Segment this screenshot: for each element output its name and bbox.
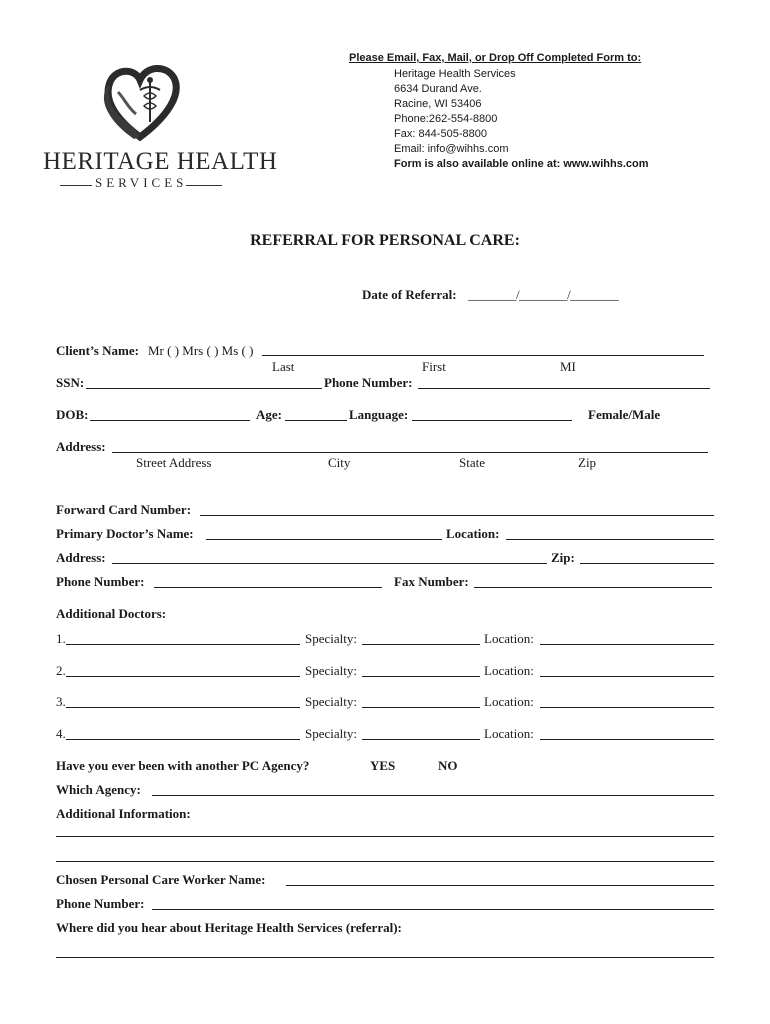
referral-source-field[interactable] [56,957,714,958]
org-subname: SERVICES [95,175,188,190]
specialty-label: Specialty: [305,694,357,709]
dob-label: DOB: [56,407,89,422]
addr-sub-zip: Zip [578,455,597,470]
doctor-name-field[interactable] [66,707,300,708]
language-field[interactable] [412,420,572,421]
location-field[interactable] [540,644,714,645]
primary-location-label: Location: [446,526,500,541]
primary-doctor-label: Primary Doctor’s Name: [56,526,194,541]
org-name-rule-right [186,185,222,186]
gender-option[interactable]: Female/Male [588,407,661,422]
ssn-field[interactable] [86,388,322,389]
ssn-label: SSN: [56,375,85,390]
client-phone-label: Phone Number: [324,375,413,390]
additional-info-line-2[interactable] [56,861,714,862]
doctor-zip-label: Zip: [551,550,575,565]
contact-online: Form is also available online at: www.wihhs.com [394,158,649,170]
doctor-row-number: 3. [56,694,66,709]
client-title-options[interactable]: Mr ( ) Mrs ( ) Ms ( ) [148,343,254,358]
contact-heading: Please Email, Fax, Mail, or Drop Off Completed Form to: [349,52,642,64]
doctor-phone-label: Phone Number: [56,574,145,589]
doctor-phone-field[interactable] [154,587,382,588]
dob-field[interactable] [90,420,250,421]
contact-line-3: Racine, WI 53406 [394,98,482,110]
date-field[interactable]: ________/________/________ [468,287,619,302]
org-name-rule-left [60,185,92,186]
org-name: HERITAGE HEALTH [43,148,278,175]
worker-name-label: Chosen Personal Care Worker Name: [56,872,266,887]
specialty-field[interactable] [362,739,480,740]
addr-sub-state: State [459,455,485,470]
doctor-address-label: Address: [56,550,106,565]
date-label: Date of Referral: [362,287,457,302]
additional-info-line-1[interactable] [56,836,714,837]
addr-sub-street: Street Address [136,455,212,470]
location-label: Location: [484,726,534,741]
no-option[interactable]: NO [438,758,458,773]
other-agency-question: Have you ever been with another PC Agency? [56,758,310,773]
worker-name-field[interactable] [286,885,714,886]
doctor-name-field[interactable] [66,739,300,740]
contact-line-4: Phone:262-554-8800 [394,113,498,125]
doctor-row-number: 2. [56,663,66,678]
primary-location-field[interactable] [506,539,714,540]
additional-doctors-label: Additional Doctors: [56,606,167,621]
specialty-field[interactable] [362,676,480,677]
specialty-label: Specialty: [305,726,357,741]
location-field[interactable] [540,739,714,740]
location-field[interactable] [540,707,714,708]
age-label: Age: [256,407,282,422]
client-name-field[interactable] [262,355,704,356]
client-phone-field[interactable] [418,388,710,389]
forward-card-label: Forward Card Number: [56,502,192,517]
contact-line-5: Fax: 844-505-8800 [394,128,487,140]
location-label: Location: [484,694,534,709]
contact-line-1: Heritage Health Services [394,68,516,80]
specialty-field[interactable] [362,644,480,645]
client-name-label: Client’s Name: [56,343,139,358]
age-field[interactable] [285,420,347,421]
primary-doctor-field[interactable] [206,539,442,540]
addr-sub-city: City [328,455,351,470]
worker-phone-label: Phone Number: [56,896,145,911]
doctor-row-number: 4. [56,726,66,741]
specialty-label: Specialty: [305,631,357,646]
logo [40,62,278,197]
yes-option[interactable]: YES [370,758,396,773]
doctor-address-field[interactable] [112,563,547,564]
specialty-label: Specialty: [305,663,357,678]
which-agency-label: Which Agency: [56,782,141,797]
specialty-field[interactable] [362,707,480,708]
location-label: Location: [484,663,534,678]
doctor-name-field[interactable] [66,644,300,645]
additional-info-label: Additional Information: [56,806,191,821]
doctor-row-number: 1. [56,631,66,646]
location-field[interactable] [540,676,714,677]
form-title: REFERRAL FOR PERSONAL CARE: [250,232,520,249]
name-sub-last: Last [272,359,295,374]
name-sub-mi: MI [560,359,576,374]
referral-source-label: Where did you hear about Heritage Health Services (referral): [56,920,402,935]
fax-field[interactable] [474,587,712,588]
which-agency-field[interactable] [152,795,714,796]
client-address-field[interactable] [112,452,708,453]
language-label: Language: [349,407,409,422]
fax-label: Fax Number: [394,574,469,589]
location-label: Location: [484,631,534,646]
doctor-zip-field[interactable] [580,563,714,564]
contact-line-2: 6634 Durand Ave. [394,83,482,95]
name-sub-first: First [422,359,446,374]
doctor-name-field[interactable] [66,676,300,677]
contact-line-6: Email: info@wihhs.com [394,143,509,155]
client-address-label: Address: [56,439,106,454]
worker-phone-field[interactable] [152,909,714,910]
forward-card-field[interactable] [200,515,714,516]
